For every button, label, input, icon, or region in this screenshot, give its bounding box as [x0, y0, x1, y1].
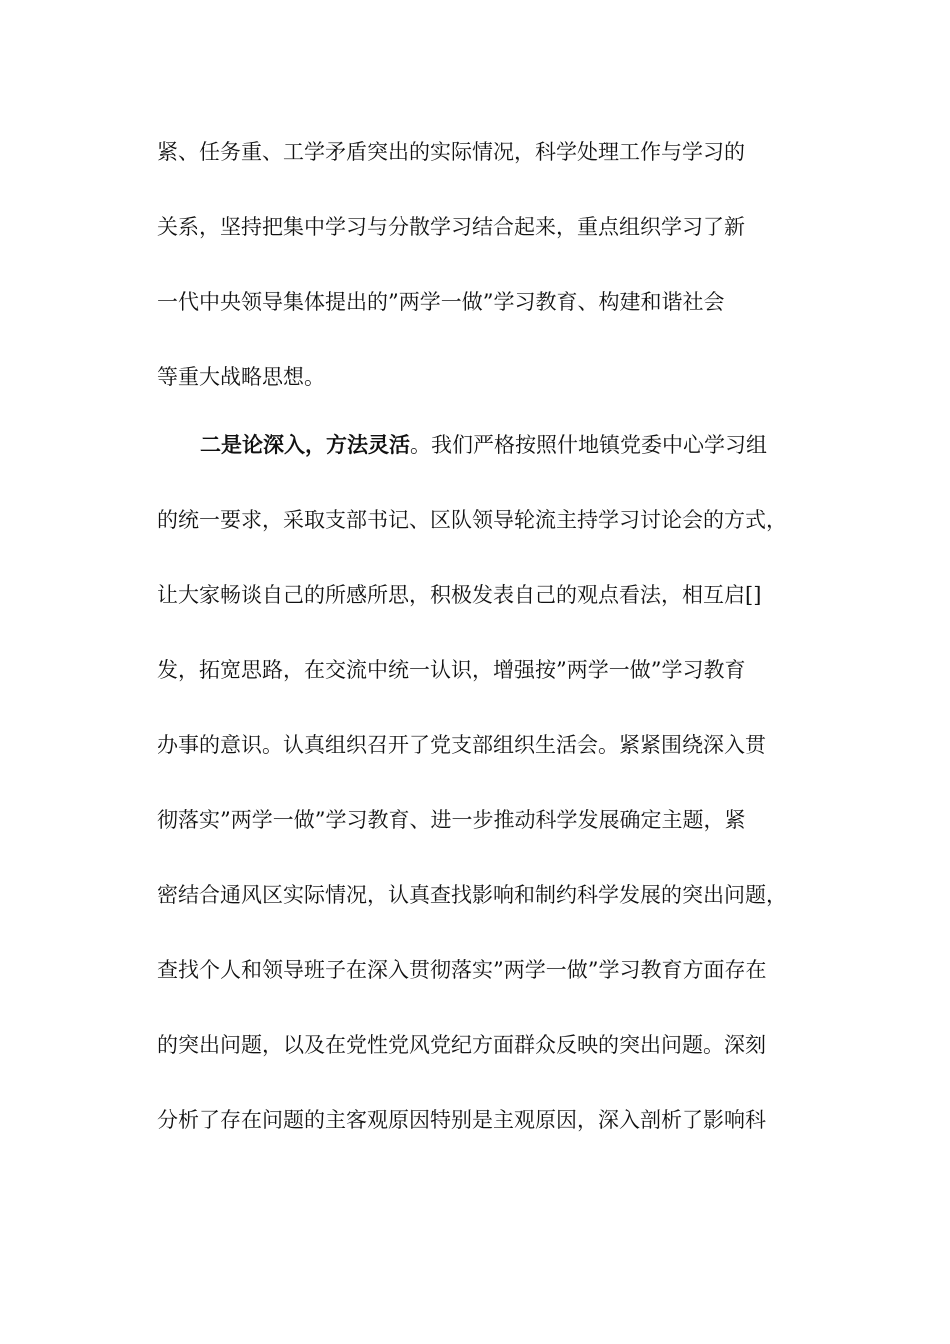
- paragraph-first-line: [200, 425, 860, 465]
- text-line: 一代中央领导集体提出的”两学一做”学习教育、构建和谐社会: [157, 290, 725, 314]
- text-line: 办事的意识。认真组织召开了党支部组织生活会。紧紧围绕深入贯: [157, 733, 766, 757]
- text-line: 分析了存在问题的主客观原因特别是主观原因，深入剖析了影响科: [157, 1108, 766, 1132]
- text-line: 。我们严格按照什地镇党委中心学习组: [410, 433, 767, 457]
- text-line: 等重大战略思想。: [157, 365, 325, 389]
- text-line: 查找个人和领导班子在深入贯彻落实”两学一做”学习教育方面存在: [157, 958, 767, 982]
- text-line: 让大家畅谈自己的所感所思，积极发表自己的观点看法，相互启[]: [157, 583, 762, 607]
- text-line: 的统一要求，采取支部书记、区队领导轮流主持学习讨论会的方式，: [157, 508, 787, 532]
- text-line: 发，拓宽思路，在交流中统一认识，增强按”两学一做”学习教育: [157, 658, 746, 682]
- text-line: 关系，坚持把集中学习与分散学习结合起来，重点组织学习了新: [157, 215, 745, 239]
- text-line: 密结合通风区实际情况，认真查找影响和制约科学发展的突出问题，: [157, 883, 787, 907]
- text-line: 彻落实”两学一做”学习教育、进一步推动科学发展确定主题，紧: [157, 808, 746, 832]
- text-line: 的突出问题，以及在党性党风党纪方面群众反映的突出问题。深刻: [157, 1033, 766, 1057]
- paragraph-heading: 二是论深入，方法灵活: [200, 432, 410, 457]
- text-line: 紧、任务重、工学矛盾突出的实际情况，科学处理工作与学习的: [157, 140, 745, 164]
